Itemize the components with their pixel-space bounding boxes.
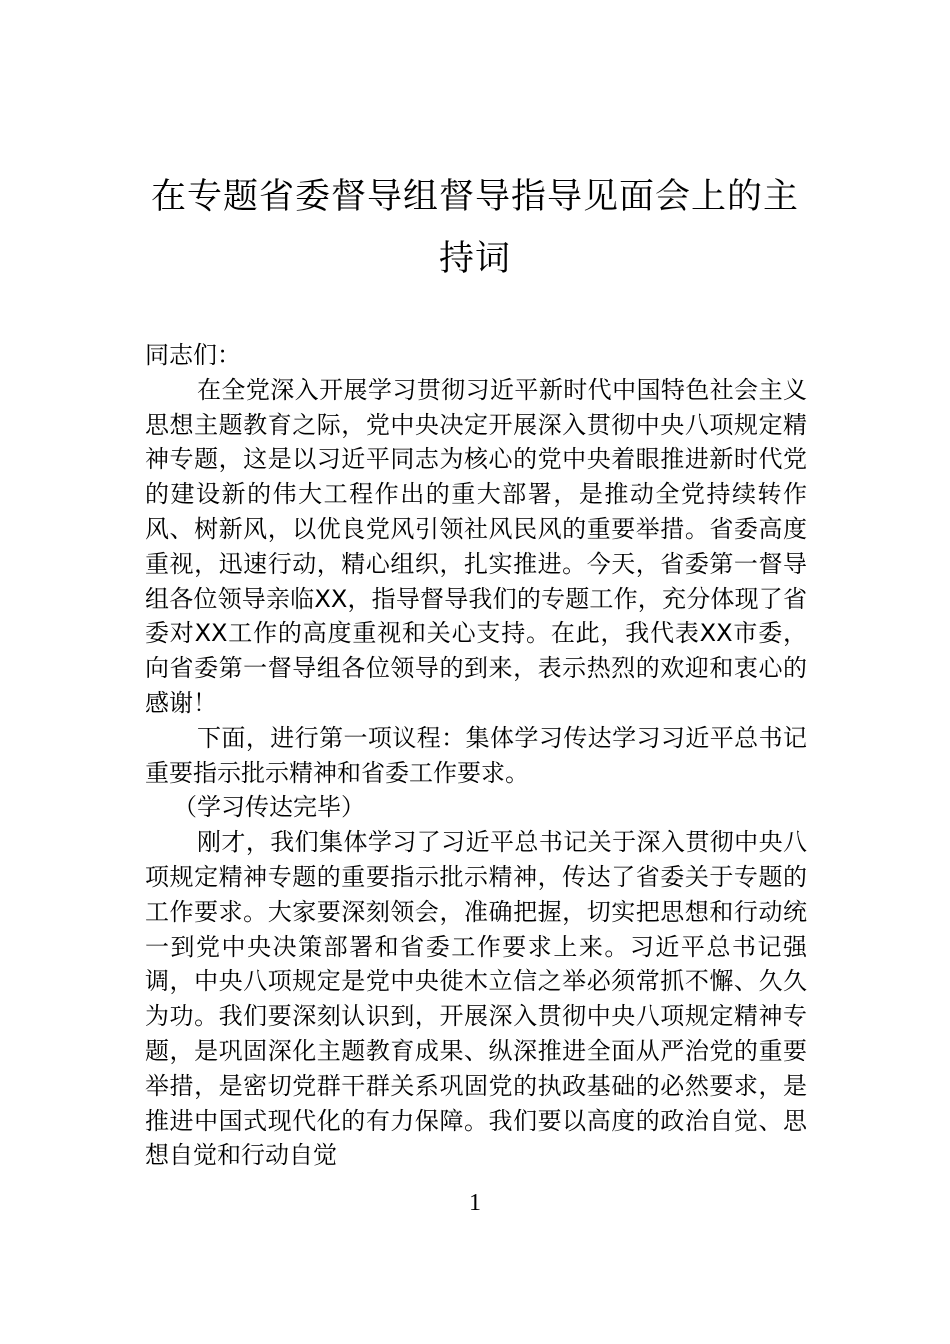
document-body	[145, 338, 807, 1173]
page-number: 1	[469, 1190, 481, 1216]
paragraph-opening: 在全党深入开展学习贯彻习近平新时代中国特色社会主义思想主题教育之际，党中央决定开展深入贯彻中央八项规定精神专题，这是以习近平同志为核心的党中央着眼推进新时代党的建设新的伟大工程作出的重大部署，是推动全党持续转作风、树新风，以优良党风引领社风民风的重要举措。省委高度重视，迅速行动，精心组织，扎实推进。今天，省委第一督导组各位领导亲临XX，指导督导我们的专题工作，充分体现了省委对XX工作的高度重视和关心支持。在此，我代表XX市委，向省委第一督导组各位领导的到来，表示热烈的欢迎和衷心的感谢！	[145, 375, 807, 717]
salutation: 同志们：	[145, 341, 241, 369]
paragraph-agenda: 下面，进行第一项议程：集体学习传达学习习近平总书记重要指示批示精神和省委工作要求。	[145, 723, 807, 787]
document-title: 在专题省委督导组督导指导见面会上的主持词	[150, 177, 799, 279]
agenda-note: （学习传达完毕）	[173, 793, 365, 822]
paragraph-summary: 刚才，我们集体学习了习近平总书记关于深入贯彻中央八项规定精神专题的重要指示批示精神，传达了省委关于专题的工作要求。大家要深刻领会，准确把握，切实把思想和行动统一到党中央决策部署和省委工作要求上来。习近平总书记强调，中央八项规定是党中央徙木立信之举必须常抓不懈、久久为功。我们要深刻认识到，开展深入贯彻中央八项规定精神专题，是巩固深化主题教育成果、纵深推进全面从严治党的重要举措，是密切党群干群关系巩固党的执政基础的必然要求，是推进中国式现代化的有力保障。我们要以高度的政治自觉、思想自觉和行动自觉	[145, 828, 807, 1170]
